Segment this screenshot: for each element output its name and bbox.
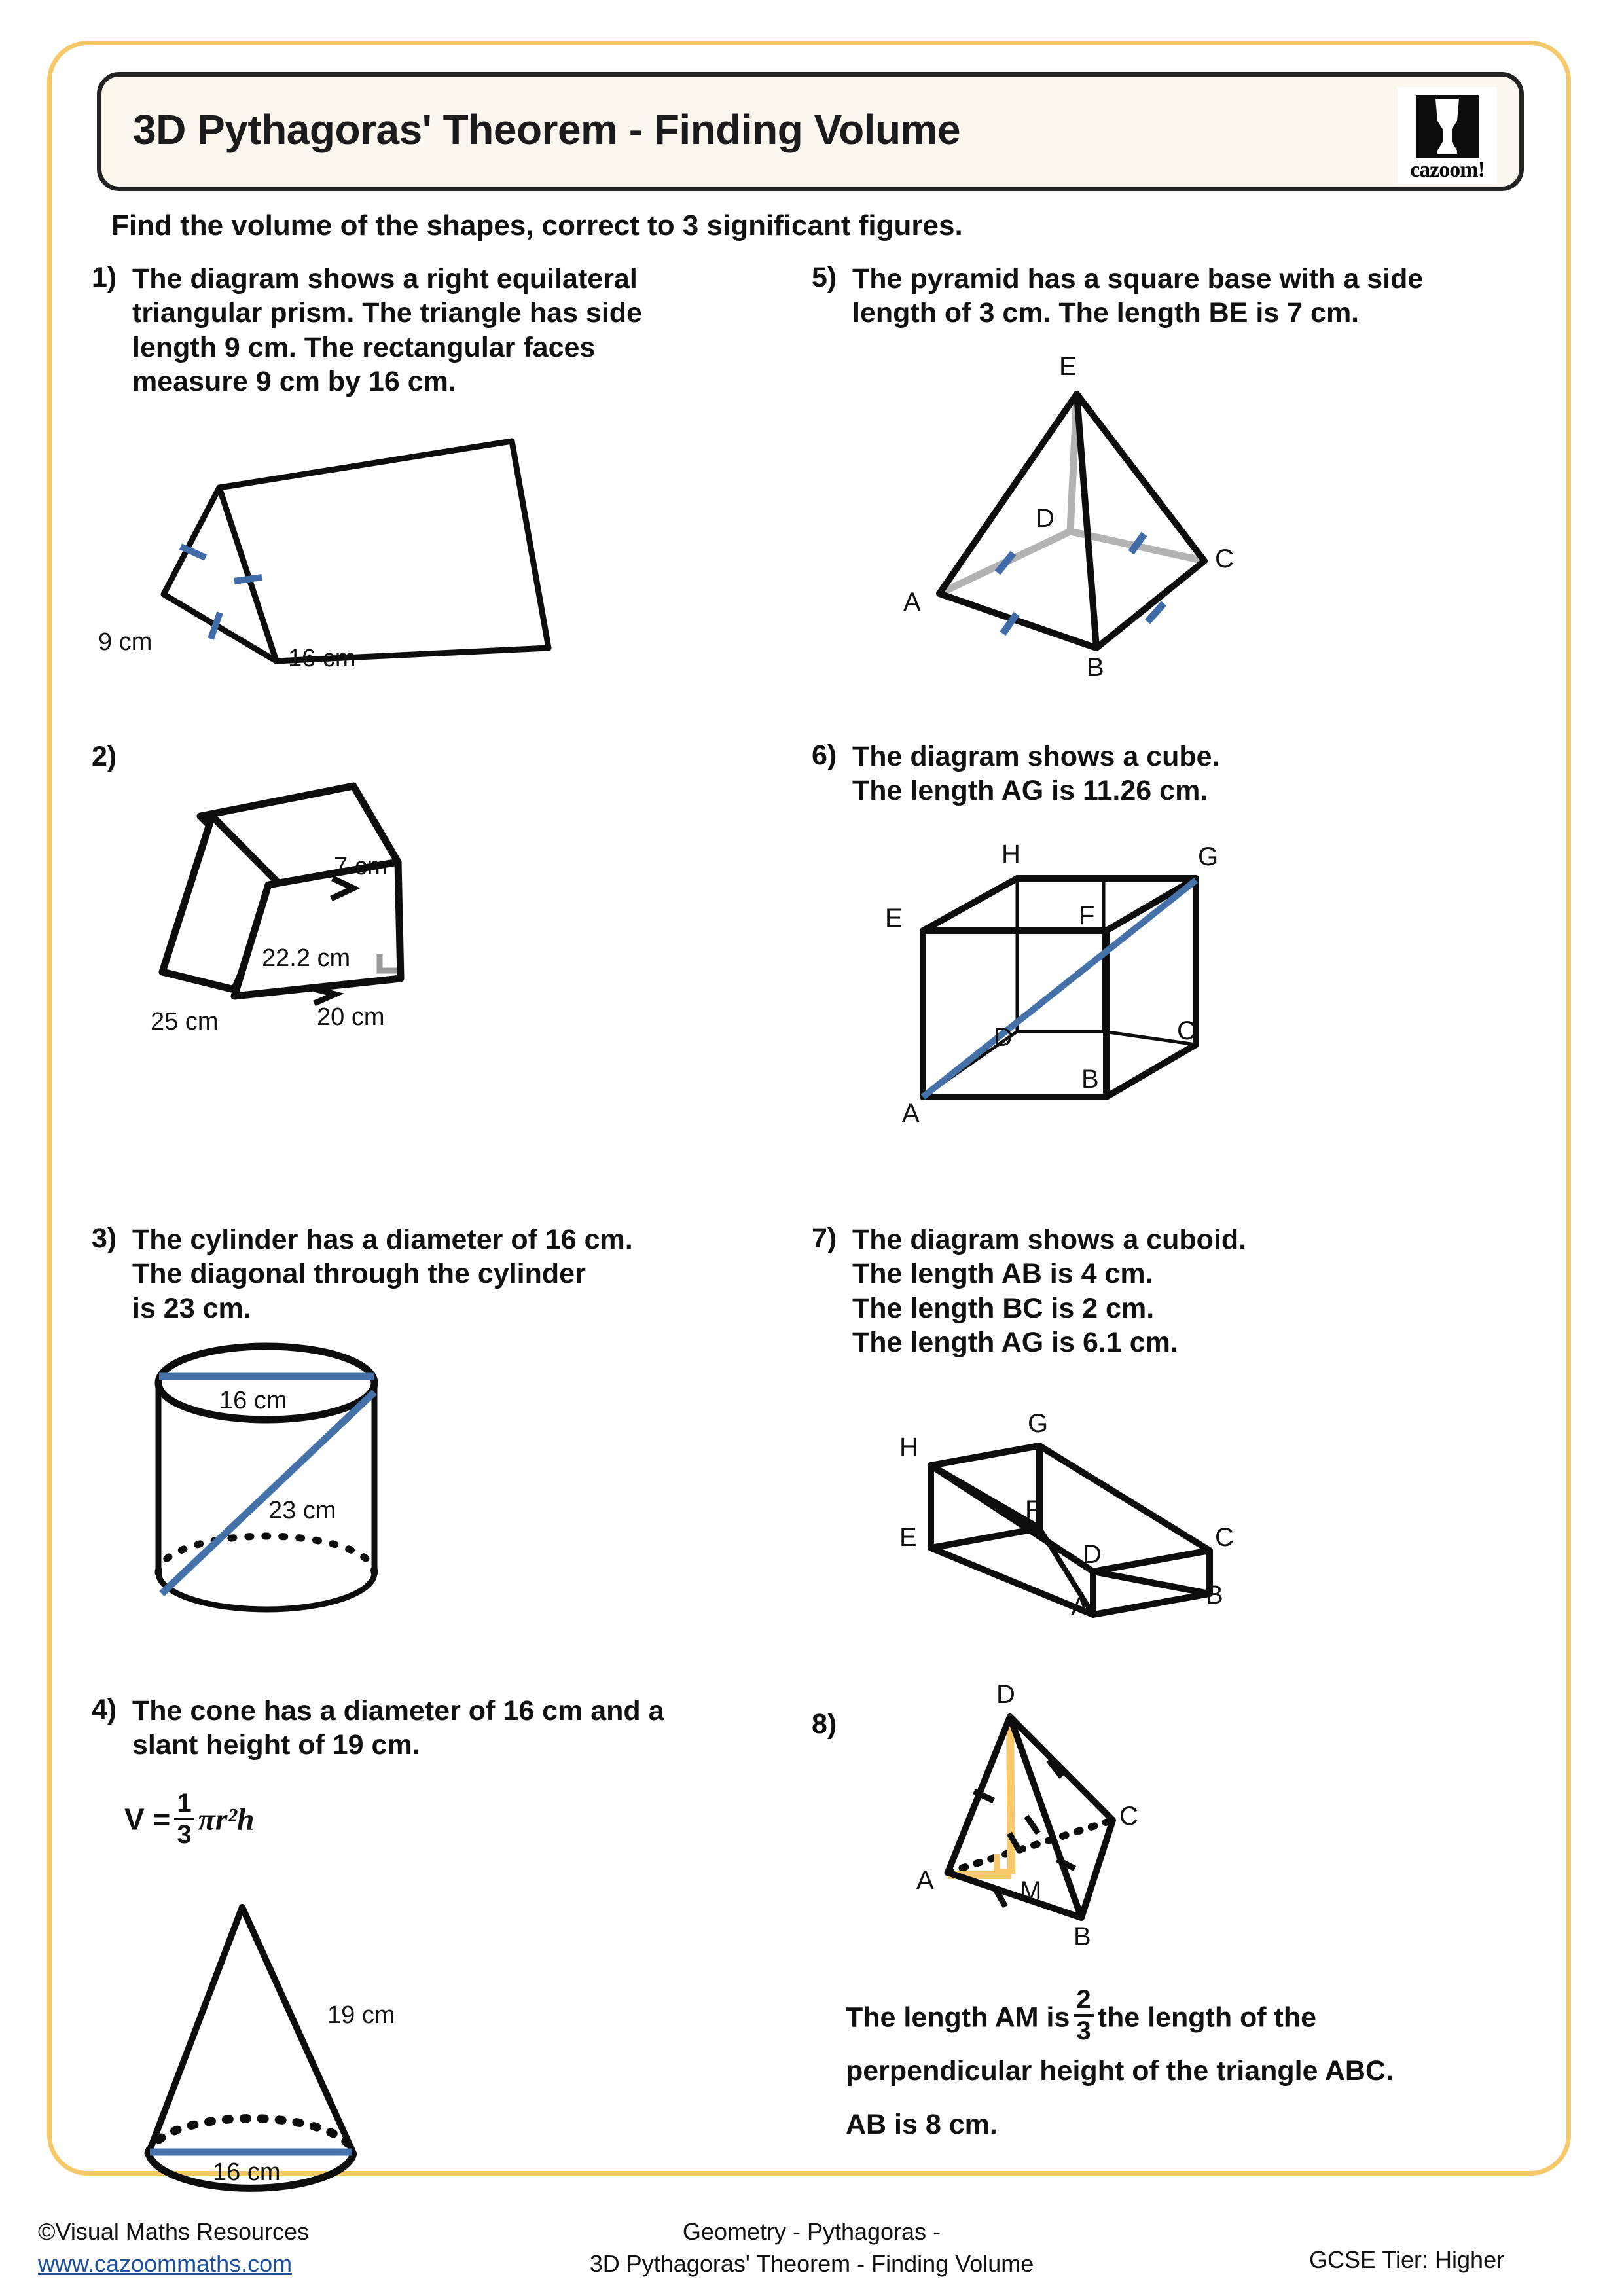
vertex-label-A: A bbox=[903, 588, 921, 617]
formula-rhs: πr²h bbox=[198, 1802, 255, 1837]
footer-left bbox=[38, 2216, 309, 2280]
formula-numerator: 1 bbox=[174, 1790, 194, 1820]
q8-numerator: 2 bbox=[1074, 1986, 1093, 2017]
vertex-label-D: D bbox=[994, 1023, 1013, 1052]
q8-note-line2: perpendicular height of the triangle ABC. bbox=[846, 2055, 1394, 2087]
tick-mark bbox=[1026, 1816, 1038, 1833]
footer-center bbox=[563, 2216, 1060, 2280]
q7-line-3: The length BC is 2 cm. bbox=[852, 1292, 1155, 1324]
q1-line-2: triangular prism. The triangle has side bbox=[132, 297, 642, 329]
hidden-edge-AC bbox=[948, 1820, 1113, 1873]
diagonal-HF bbox=[931, 1465, 1039, 1528]
q7-line-2: The length AB is 4 cm. bbox=[852, 1258, 1153, 1290]
cazoom-logo bbox=[1398, 87, 1497, 184]
diagonal-AG bbox=[923, 880, 1196, 1097]
vertex-label-A: A bbox=[902, 1099, 920, 1128]
question-3-text bbox=[132, 1223, 800, 1325]
vertex-label-E: E bbox=[1059, 352, 1077, 381]
q1-side-label: 9 cm bbox=[98, 628, 153, 656]
formula-denominator: 3 bbox=[177, 1820, 192, 1849]
vertex-label-H: H bbox=[1001, 840, 1020, 869]
diagonal-DB bbox=[1093, 1571, 1210, 1594]
vertex-label-E: E bbox=[885, 904, 903, 933]
vertex-label-C: C bbox=[1215, 545, 1234, 573]
vertex-label-F: F bbox=[1079, 901, 1095, 930]
question-8-diagram bbox=[910, 1680, 1316, 1967]
question-8-number: 8) bbox=[812, 1708, 837, 1740]
question-2-number: 2) bbox=[92, 741, 117, 772]
vertex-label-G: G bbox=[1028, 1409, 1049, 1438]
question-5-number: 5) bbox=[812, 262, 837, 293]
q4-diameter-label: 16 cm bbox=[213, 2159, 281, 2186]
formula-lhs: V = bbox=[124, 1802, 171, 1837]
question-4-number: 4) bbox=[92, 1694, 117, 1725]
tick-mark bbox=[234, 577, 262, 581]
logo-wordmark: cazoom! bbox=[1410, 158, 1485, 182]
vertex-label-H: H bbox=[899, 1433, 918, 1462]
question-4-diagram bbox=[141, 1892, 468, 2193]
question-6-number: 6) bbox=[812, 740, 837, 771]
q1-line-3: length 9 cm. The rectangular faces bbox=[132, 331, 596, 363]
vertex-label-B: B bbox=[1081, 1065, 1099, 1094]
footer-copyright: ©Visual Maths Resources bbox=[38, 2218, 310, 2245]
footer-tier: GCSE Tier: Higher bbox=[1309, 2246, 1505, 2273]
vertex-label-D: D bbox=[1083, 1540, 1102, 1569]
q4-line-2: slant height of 19 cm. bbox=[132, 1729, 420, 1761]
q1-line-1: The diagram shows a right equilateral bbox=[132, 263, 638, 295]
q5-line-2: length of 3 cm. The length BE is 7 cm. bbox=[852, 297, 1360, 329]
q1-length-label: 16 cm bbox=[288, 645, 356, 672]
q8-note-line1-before: The length AM is bbox=[846, 2001, 1070, 2034]
instruction-text: Find the volume of the shapes, correct to 3 significant figures. bbox=[111, 209, 963, 242]
q8-note-line3: AB is 8 cm. bbox=[846, 2109, 998, 2141]
footer-website-link[interactable]: www.cazoommaths.com bbox=[38, 2250, 293, 2277]
formula-fraction bbox=[174, 1790, 194, 1848]
vertex-label-C: C bbox=[1119, 1802, 1138, 1831]
tick-mark bbox=[1057, 1859, 1075, 1869]
page-title: 3D Pythagoras' Theorem - Finding Volume bbox=[133, 106, 961, 153]
question-7-diagram bbox=[897, 1397, 1381, 1620]
cone-volume-formula bbox=[124, 1790, 255, 1848]
vertex-label-M: M bbox=[1020, 1876, 1042, 1905]
vertex-label-B: B bbox=[1074, 1922, 1091, 1951]
vertex-label-F: F bbox=[1025, 1496, 1041, 1524]
logo-icon bbox=[1416, 95, 1479, 158]
question-6-diagram bbox=[885, 840, 1316, 1129]
vertex-label-E: E bbox=[899, 1523, 917, 1552]
q1-line-4: measure 9 cm by 16 cm. bbox=[132, 366, 456, 398]
q7-line-4: The length AG is 6.1 cm. bbox=[852, 1327, 1178, 1359]
height-line-DM bbox=[1010, 1717, 1011, 1874]
q4-slant-label: 19 cm bbox=[327, 2001, 395, 2029]
question-4-text bbox=[132, 1694, 800, 1763]
q3-diameter-label: 16 cm bbox=[219, 1387, 287, 1414]
footer-topic-line1: Geometry - Pythagoras - bbox=[682, 2218, 941, 2245]
q8-denominator: 3 bbox=[1076, 2017, 1091, 2045]
q6-line-2: The length AG is 11.26 cm. bbox=[852, 775, 1208, 807]
q3-diagonal-label: 23 cm bbox=[268, 1497, 336, 1524]
question-5-text bbox=[852, 262, 1553, 331]
vertex-label-D: D bbox=[996, 1680, 1015, 1709]
question-1-text bbox=[132, 262, 800, 399]
q2-top-label: 7 cm bbox=[334, 853, 388, 880]
question-3-number: 3) bbox=[92, 1223, 117, 1254]
vertex-label-D: D bbox=[1036, 504, 1055, 533]
question-7-number: 7) bbox=[812, 1223, 837, 1254]
q7-line-1: The diagram shows a cuboid. bbox=[852, 1224, 1247, 1255]
q8-fraction bbox=[1074, 1986, 1093, 2044]
vertex-label-G: G bbox=[1198, 842, 1219, 871]
vertex-label-B: B bbox=[1206, 1581, 1223, 1609]
question-6-text bbox=[852, 740, 1553, 808]
vertex-label-C: C bbox=[1177, 1016, 1196, 1045]
question-2-diagram bbox=[151, 782, 628, 1057]
q6-line-1: The diagram shows a cube. bbox=[852, 741, 1220, 772]
question-5-diagram bbox=[884, 352, 1290, 682]
title-bar bbox=[97, 72, 1524, 191]
q3-line-1: The cylinder has a diameter of 16 cm. bbox=[132, 1224, 633, 1255]
question-7-text bbox=[852, 1223, 1553, 1360]
q4-line-1: The cone has a diameter of 16 cm and a bbox=[132, 1695, 664, 1727]
question-1-number: 1) bbox=[92, 262, 117, 293]
q2-left-label: 25 cm bbox=[151, 1008, 219, 1035]
vertex-label-A: A bbox=[1071, 1592, 1089, 1621]
q8-note-line1-after: the length of the bbox=[1097, 2001, 1317, 2034]
question-1-diagram bbox=[98, 432, 635, 672]
vase-icon bbox=[1431, 99, 1464, 154]
vertex-label-A: A bbox=[916, 1866, 934, 1895]
q3-line-2: The diagonal through the cylinder bbox=[132, 1258, 586, 1290]
footer-topic-line2: 3D Pythagoras' Theorem - Finding Volume bbox=[589, 2250, 1034, 2277]
vertex-label-C: C bbox=[1215, 1523, 1234, 1552]
q5-line-1: The pyramid has a square base with a side bbox=[852, 263, 1424, 295]
question-8-note bbox=[846, 1986, 1526, 2152]
q2-slant-label: 22.2 cm bbox=[262, 944, 351, 972]
q2-bottom-label: 20 cm bbox=[317, 1003, 385, 1031]
q3-line-3: is 23 cm. bbox=[132, 1292, 251, 1324]
question-3-diagram bbox=[147, 1345, 475, 1620]
vertex-label-B: B bbox=[1087, 653, 1104, 682]
